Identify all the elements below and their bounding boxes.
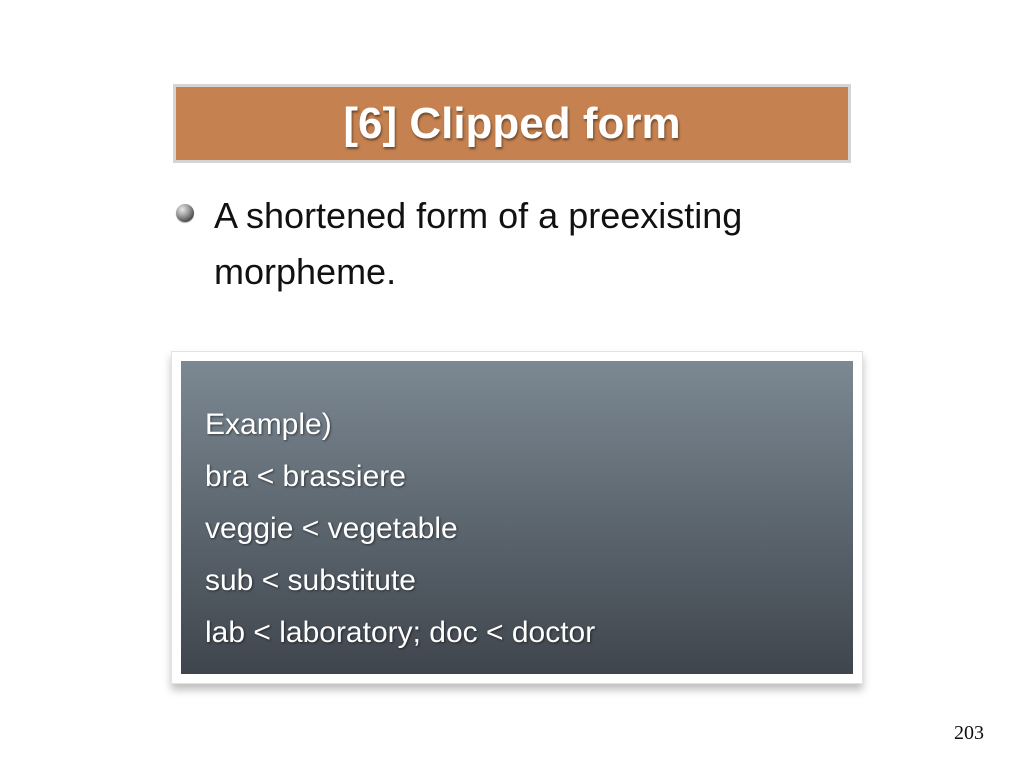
example-heading: Example) xyxy=(205,408,332,441)
example-line-veggie: veggie < vegetable xyxy=(205,512,458,545)
page-number: 203 xyxy=(954,722,984,744)
example-line-bra: bra < brassiere xyxy=(205,460,406,493)
example-line-lab-doc: lab < laboratory; doc < doctor xyxy=(205,616,596,649)
example-line-sub: sub < substitute xyxy=(205,564,416,597)
bullet-item xyxy=(176,188,816,300)
slide-title: [6] Clipped form xyxy=(343,98,681,148)
slide-title-box xyxy=(173,84,851,163)
example-box xyxy=(181,361,853,674)
example-box-frame xyxy=(171,351,863,684)
sphere-bullet-icon xyxy=(176,204,194,222)
bullet-text: A shortened form of a preexisting morpheme. xyxy=(214,195,743,292)
